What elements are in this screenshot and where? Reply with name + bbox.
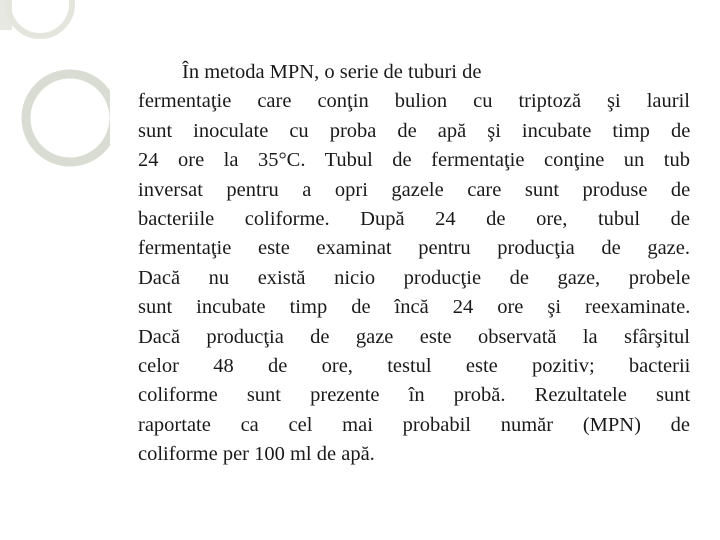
text-line: inversat pentru a opri gazele care sunt produse de: [138, 178, 691, 201]
text-line: raportate ca cel mai probabil număr (MPN) de: [138, 413, 690, 436]
body-text: [138, 58, 690, 470]
text-line: Dacă nu există nicio producţie de gaze, probele: [138, 266, 691, 289]
text-line: bacteriile coliforme. După 24 de ore, tubul de: [138, 208, 690, 231]
decorative-rings: [0, 0, 110, 200]
decor-ring-large: [26, 74, 110, 162]
text-line: fermentaţie care conţin bulion cu triptoză şi lauril: [138, 90, 690, 113]
text-line: 24 ore la 35°C. Tubul de fermentaţie conţine un tub: [138, 149, 690, 172]
text-line: sunt inoculate cu proba de apă şi incubate timp de: [138, 119, 691, 142]
text-line: coliforme sunt prezente în probă. Rezultatele sunt: [138, 384, 691, 407]
text-line: fermentaţie este examinat pentru producţia de gaze.: [138, 237, 690, 260]
text-line: coliforme per 100 ml de apă.: [138, 443, 375, 466]
text-line: În metoda MPN, o serie de tuburi de: [182, 61, 482, 83]
paragraph: [138, 58, 690, 470]
text-line: sunt incubate timp de încă 24 ore şi reexaminate.: [138, 296, 691, 319]
text-line: celor 48 de ore, testul este pozitiv; bacterii: [138, 355, 691, 378]
decor-ring-top: [8, 0, 72, 36]
text-line: Dacă producţia de gaze este observată la sfârşitul: [138, 325, 690, 348]
